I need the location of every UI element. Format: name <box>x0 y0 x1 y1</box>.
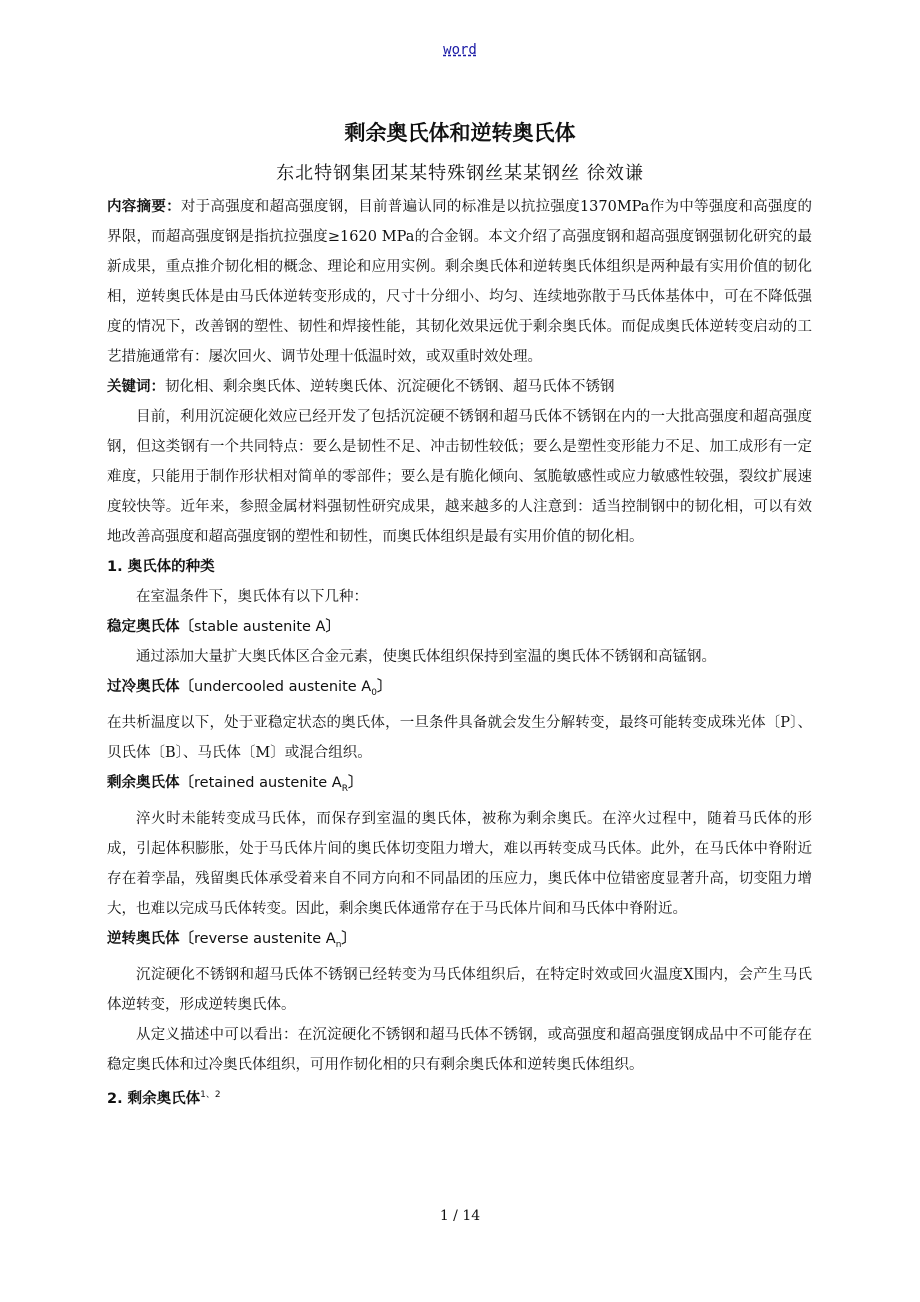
undercooled-close: 〕 <box>376 679 392 695</box>
document-title: 剩余奥氏体和逆转奥氏体 <box>344 121 576 145</box>
keywords-text: 韧化相、剩余奥氏体、逆转奥氏体、沉淀硬化不锈钢、超马氏体不锈钢 <box>165 379 615 395</box>
stable-austenite-text: 通过添加大量扩大奥氏体区合金元素，使奥氏体组织保持到室温的奥氏体不锈钢和高锰钢。 <box>136 649 716 665</box>
undercooled-cn: 过冷奥氏体 <box>107 679 180 695</box>
retained-open: 〔 <box>179 774 194 791</box>
undercooled-sub: 0 <box>371 687 377 698</box>
section-1-heading <box>107 552 812 582</box>
stable-close: 〕 <box>325 619 340 635</box>
section-2-title: 剩余奥氏体 <box>127 1090 201 1107</box>
section-2-number: 2. <box>107 1090 123 1107</box>
header-link-text[interactable]: word <box>443 42 477 58</box>
retained-close: 〕 <box>347 774 363 791</box>
stable-en: stable austenite A <box>194 619 326 635</box>
reverse-sub: n <box>335 939 342 950</box>
page-indicator: 1 / 14 <box>439 1208 481 1224</box>
section-1-number: 1. <box>107 559 123 575</box>
intro-paragraph: 目前，利用沉淀硬化效应已经开发了包括沉淀硬不锈钢和超马氏体不锈钢在内的一大批高强度和超高强度钢，但这类钢有一个共同特点：要么是韧性不足、冲击韧性较低；要么是塑性变形能力不足、加工成形有一定难度，只能用于制作形状相对简单的零部件；要么是有脆化倾向、氢脆敏感性或应力敏感性较强，裂纹扩展速度较快等。近年来，参照金属材料强韧性研究成果，越来越多的人注意到：适当控制钢中的韧化相，可以有效地改善高强度和超高强度钢的塑性和韧性，而奥氏体组织是最有实用价值的韧化相。 <box>107 409 812 545</box>
abstract-text: 对于高强度和超高强度钢，目前普遍认同的标准是以抗拉强度1370MPa作为中等强度和高强度的界限，而超高强度钢是指抗拉强度≥1620 MPa的合金钢。本文介绍了高强度钢和超高强度钢强韧化研究的最新成果，重点推介韧化相的概念、理论和应用实例。剩余奥氏体和逆转奥氏体组织是两种最有实用价值的韧化相，逆转奥氏体是由马氏体逆转变形成的，尺寸十分细小、均匀、连续地弥散于马氏体基体中，可在不降低强度的情况下，改善钢的塑性、韧性和焊接性能，其韧化效果远优于剩余奥氏体。而促成奥氏体逆转变启动的工艺措施通常有：屡次回火、调节处理十低温时效，或双重时效处理。 <box>107 199 813 365</box>
reverse-en: reverse austenite A <box>194 930 336 947</box>
author-line: 东北特钢集团某某特殊钢丝某某钢丝 徐效谦 <box>276 163 644 184</box>
section-2-heading <box>107 1080 812 1114</box>
undercooled-austenite-heading <box>107 672 812 708</box>
section-2-citation: 1、2 <box>200 1089 221 1100</box>
reverse-austenite-heading <box>107 924 812 960</box>
abstract-label: 内容摘要： <box>107 199 181 215</box>
reverse-close: 〕 <box>341 930 356 947</box>
undercooled-open: 〔 <box>179 679 194 695</box>
reverse-cn: 逆转奥氏体 <box>107 930 180 947</box>
keywords-label: 关键词： <box>107 379 165 395</box>
document-body <box>107 192 812 1114</box>
retained-en: retained austenite A <box>194 774 342 791</box>
keywords-paragraph <box>107 372 812 402</box>
retained-austenite-heading <box>107 768 812 804</box>
stable-cn: 稳定奥氏体 <box>107 619 180 635</box>
stable-open: 〔 <box>179 619 194 635</box>
reverse-austenite-text: 沉淀硬化不锈钢和超马氏体不锈钢已经转变为马氏体组织后，在特定时效或回火温度X围内，会产生马氏体逆转变，形成逆转奥氏体。 <box>107 966 812 1013</box>
abstract-paragraph <box>107 192 812 372</box>
stable-austenite-heading <box>107 612 812 642</box>
section-1-lead: 在室温条件下，奥氏体有以下几种： <box>136 589 368 605</box>
conclusion-paragraph: 从定义描述中可以看出：在沉淀硬化不锈钢和超马氏体不锈钢，或高强度和超高强度钢成品中不可能存在稳定奥氏体和过冷奥氏体组织，可用作韧化相的只有剩余奥氏体和逆转奥氏体组织。 <box>107 1026 812 1073</box>
header-link[interactable] <box>0 42 920 58</box>
retained-cn: 剩余奥氏体 <box>107 774 180 791</box>
undercooled-austenite-text: 在共析温度以下，处于亚稳定状态的奥氏体，一旦条件具备就会发生分解转变，最终可能转变成珠光体〔P〕、贝氏体〔B〕、马氏体〔M〕或混合组织。 <box>107 714 812 761</box>
retained-austenite-text: 淬火时未能转变成马氏体，而保存到室温的奥氏体，被称为剩余奥氏。在淬火过程中，随着马氏体的形成，引起体积膨胀，处于马氏体片间的奥氏体切变阻力增大，难以再转变成马氏体。此外，在马氏体中脊附近存在着孪晶，残留奥氏体承受着来自不同方向和不同晶团的压应力，奥氏体中位错密度显著升高，切变阻力增大，也难以完成马氏体转变。因此，剩余奥氏体通常存在于马氏体片间和马氏体中脊附近。 <box>107 810 812 917</box>
section-1-title: 奥氏体的种类 <box>127 559 215 575</box>
retained-sub: R <box>341 783 348 794</box>
undercooled-en: undercooled austenite A <box>194 679 372 695</box>
reverse-open: 〔 <box>179 930 194 947</box>
